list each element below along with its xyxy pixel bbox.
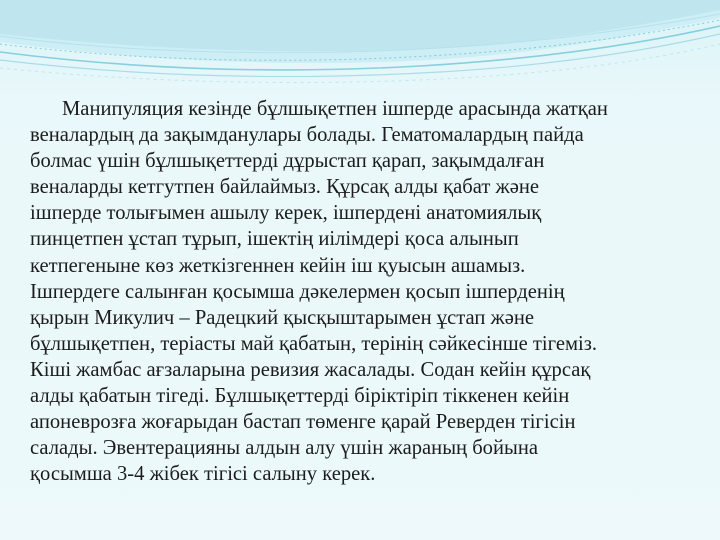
body-paragraph: Манипуляция кезінде бұлшықетпен ішперде арасында жатқан веналардың да зақымданулары болады. Гематомалардың пайда болмас үшін бұлшықеттерді дұрыстап қарап, зақымдалған веналарды кетгутпен байлаймыз. Құрсақ алды қабат және ішперде толығымен ашылу керек, ішпердені анатомиялық пинцетпен ұстап тұрып, ішектің иілімдері қоса алынып кетпегеныне көз жеткізгеннен кейін іш қуысын ашамыз. Ішпердеге салынған қосымша дәкелермен қосып ішперденің қырын Микулич – Радецкий қысқыштарымен ұстап және бұлшықетпен, теріасты май қабатын, терінің сәйкесінше тігеміз. Кіші жамбас ағзаларына ревизия жасалады. Содан кейін құрсақ алды қабатын тігеді. Бұлшықеттерді біріктіріп тіккенен кейін апоневрозға жоғарыдан бастап төменге қарай Реверден тігісін салады. Эвентерацияны алдын алу үшін жараның бойына қосымша 3-4 жібек тігісі салыну керек. [30,98,608,486]
wave-header-decoration [0,0,720,90]
wave-band-mid [0,0,720,51]
